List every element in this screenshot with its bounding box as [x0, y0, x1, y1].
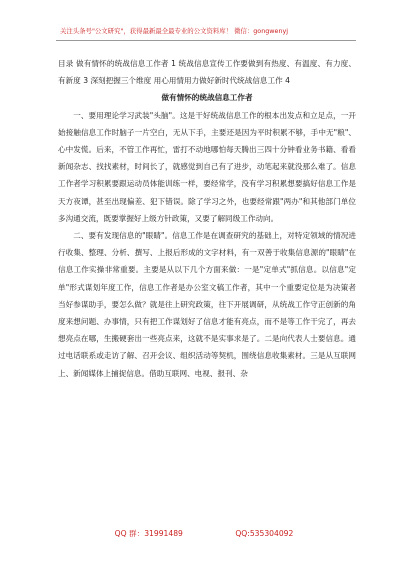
header-banner: 关注头条号"公文研究"，获得最新最全最专业的公文资料库！ 微信：gongwenyj	[60, 27, 289, 35]
document-title: 做有情怀的统战信息工作者	[161, 93, 253, 103]
header-divider	[56, 40, 356, 41]
footer-qq: QQ:535304092	[235, 529, 294, 538]
paragraph-1: 一、要用理论学习武装"头脑"。这是干好统战信息工作的根本出发点和立足点，一开始接触信息工作时脑子一片空白，无从下手，主要还是因为平时积累不够，手中无"粮"、心中发慌。后来，不管工作再忙，雷打不动地哪怕每天腾出三四十分钟看业务书籍、看看新闻杂志、找找素材，时间长了，就感觉到自己有了进步，动笔起来就没那么难了。信息工作者学习积累要跟运动员体能训练一样，要经常学，没有学习积累想要搞好信息工作是天方夜谭，甚至出现偏差、犯下错误。除了学习之外，也要经常跟"两办"和其他部门单位多沟通交流，既要掌握好上级方针政策，又要了解同级工作动向。	[58, 110, 356, 223]
footer-qq-group: QQ 群：31991489	[114, 529, 183, 538]
footer	[0, 528, 408, 540]
table-of-contents: 目录 做有情怀的统战信息工作者 1 统战信息宣传工作要做到有热度、有温度、有力度、有新度 3 深刻把握三个维度 用心用情用力做好新时代统战信息工作 4	[58, 59, 356, 86]
paragraph-2: 二、要有发现信息的"眼睛"。信息工作是在调查研究的基础上，对特定领域的情况进行收集、整理、分析、撰写、上报后形成的文字材料，有一双善于收集信息源的"眼睛"在信息工作实操非常重要。主要是从以下几个方面来做：一是"定单式"抓信息。以信息"定单"形式谋划年度工作，信息工作者是办公室文稿工作者，其中一个重要定位是为决策者当好参谋助手，要怎么做？就是往上研究政策，往下开展调研，从统战工作守正创新的角度来想问题、办事情，只有把工作谋划好了信息才能有亮点，而不是等工作干完了，再去想亮点在哪，生搬硬套出一些亮点来，这就不是实事求是了。二是向代表人士要信息。通过电话联系或走访了解、召开会议、组织活动等契机，围绕信息收集素材。三是从互联网上、新闻媒体上捕捉信息。借助互联网、电视、报刊、杂	[58, 231, 356, 378]
document-body	[58, 55, 356, 382]
